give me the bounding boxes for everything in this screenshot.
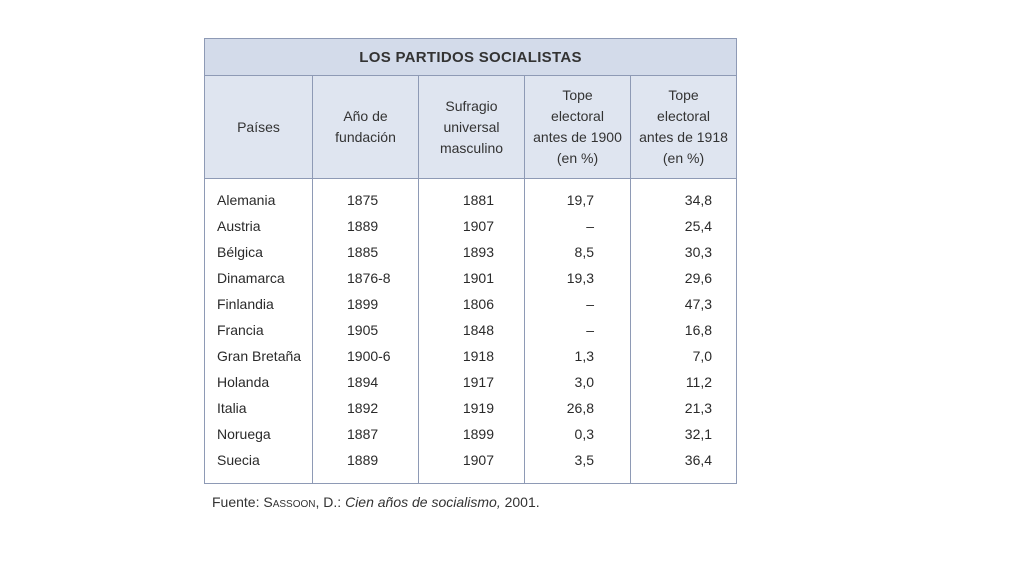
table-row bbox=[205, 395, 737, 421]
country-cell: Alemania bbox=[205, 179, 313, 214]
peak-1918-cell: 30,3 bbox=[631, 239, 737, 265]
suffrage-year-cell: 1881 bbox=[419, 179, 525, 214]
suffrage-year-cell: 1899 bbox=[419, 421, 525, 447]
source-year: 2001. bbox=[500, 494, 540, 510]
column-header-male-suffrage: Sufragio universal masculino bbox=[419, 76, 525, 179]
founding-year-cell: 1887 bbox=[313, 421, 419, 447]
country-cell: Francia bbox=[205, 317, 313, 343]
country-cell: Noruega bbox=[205, 421, 313, 447]
peak-1900-cell: – bbox=[525, 213, 631, 239]
suffrage-year-cell: 1806 bbox=[419, 291, 525, 317]
peak-1918-cell: 16,8 bbox=[631, 317, 737, 343]
peak-1900-cell: – bbox=[525, 291, 631, 317]
peak-1918-cell: 29,6 bbox=[631, 265, 737, 291]
founding-year-cell: 1892 bbox=[313, 395, 419, 421]
peak-1918-cell: 36,4 bbox=[631, 447, 737, 484]
peak-1918-cell: 34,8 bbox=[631, 179, 737, 214]
column-header-peak-before-1918: Tope electoral antes de 1918 (en %) bbox=[631, 76, 737, 179]
peak-1918-cell: 7,0 bbox=[631, 343, 737, 369]
founding-year-cell: 1875 bbox=[313, 179, 419, 214]
peak-1900-cell: 3,0 bbox=[525, 369, 631, 395]
suffrage-year-cell: 1917 bbox=[419, 369, 525, 395]
suffrage-year-cell: 1901 bbox=[419, 265, 525, 291]
country-cell: Holanda bbox=[205, 369, 313, 395]
source-author: Sassoon bbox=[263, 494, 316, 510]
table-title: LOS PARTIDOS SOCIALISTAS bbox=[205, 39, 737, 76]
peak-1900-cell: 1,3 bbox=[525, 343, 631, 369]
table-row bbox=[205, 369, 737, 395]
source-work-title: Cien años de socialismo, bbox=[345, 494, 501, 510]
column-header-countries: Países bbox=[205, 76, 313, 179]
founding-year-cell: 1899 bbox=[313, 291, 419, 317]
country-cell: Italia bbox=[205, 395, 313, 421]
table-title-row bbox=[205, 39, 737, 76]
peak-1900-cell: 19,7 bbox=[525, 179, 631, 214]
peak-1918-cell: 25,4 bbox=[631, 213, 737, 239]
founding-year-cell: 1889 bbox=[313, 447, 419, 484]
suffrage-year-cell: 1918 bbox=[419, 343, 525, 369]
suffrage-year-cell: 1907 bbox=[419, 447, 525, 484]
founding-year-cell: 1894 bbox=[313, 369, 419, 395]
peak-1900-cell: 8,5 bbox=[525, 239, 631, 265]
peak-1900-cell: 3,5 bbox=[525, 447, 631, 484]
peak-1900-cell: 19,3 bbox=[525, 265, 631, 291]
peak-1918-cell: 11,2 bbox=[631, 369, 737, 395]
table-row bbox=[205, 179, 737, 214]
peak-1900-cell: – bbox=[525, 317, 631, 343]
peak-1900-cell: 26,8 bbox=[525, 395, 631, 421]
founding-year-cell: 1876-8 bbox=[313, 265, 419, 291]
source-prefix: Fuente: bbox=[212, 494, 264, 510]
peak-1900-cell: 0,3 bbox=[525, 421, 631, 447]
country-cell: Gran Bretaña bbox=[205, 343, 313, 369]
country-cell: Bélgica bbox=[205, 239, 313, 265]
peak-1918-cell: 21,3 bbox=[631, 395, 737, 421]
table-header-row bbox=[205, 76, 737, 179]
table-row bbox=[205, 239, 737, 265]
table-row bbox=[205, 447, 737, 484]
country-cell: Finlandia bbox=[205, 291, 313, 317]
column-header-peak-before-1900: Tope electoral antes de 1900 (en %) bbox=[525, 76, 631, 179]
table-row bbox=[205, 317, 737, 343]
table-body bbox=[205, 179, 737, 484]
column-header-founding-year: Año de fundación bbox=[313, 76, 419, 179]
peak-1918-cell: 47,3 bbox=[631, 291, 737, 317]
source-author-rest: , D.: bbox=[315, 494, 346, 510]
table-row bbox=[205, 343, 737, 369]
country-cell: Suecia bbox=[205, 447, 313, 484]
founding-year-cell: 1900-6 bbox=[313, 343, 419, 369]
table-row bbox=[205, 265, 737, 291]
suffrage-year-cell: 1919 bbox=[419, 395, 525, 421]
country-cell: Dinamarca bbox=[205, 265, 313, 291]
founding-year-cell: 1905 bbox=[313, 317, 419, 343]
socialist-parties-table bbox=[204, 38, 737, 484]
suffrage-year-cell: 1893 bbox=[419, 239, 525, 265]
founding-year-cell: 1889 bbox=[313, 213, 419, 239]
socialist-parties-table-container bbox=[204, 38, 736, 484]
source-citation bbox=[212, 494, 540, 510]
country-cell: Austria bbox=[205, 213, 313, 239]
table-row bbox=[205, 291, 737, 317]
suffrage-year-cell: 1848 bbox=[419, 317, 525, 343]
table-row bbox=[205, 421, 737, 447]
table-row bbox=[205, 213, 737, 239]
founding-year-cell: 1885 bbox=[313, 239, 419, 265]
peak-1918-cell: 32,1 bbox=[631, 421, 737, 447]
suffrage-year-cell: 1907 bbox=[419, 213, 525, 239]
